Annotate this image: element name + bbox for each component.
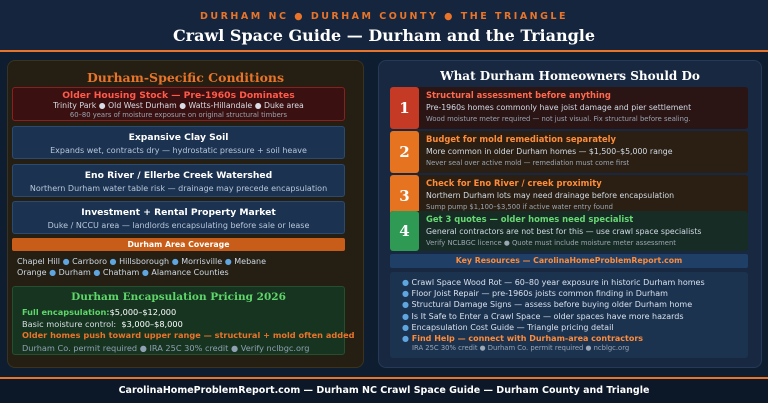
step-detail: Pre-1960s homes commonly have joist damage and pier settlement [426, 103, 692, 112]
coverage-list [17, 256, 347, 278]
coverage-place: Chatham [102, 268, 140, 277]
coverage-place: Alamance Counties [151, 268, 229, 277]
resource-link-floor-joist[interactable]: ● Floor Joist Repair — pre-1960s joists common finding in Durham [402, 289, 668, 299]
step-note: Never seal over active mold — remediation must come first [426, 159, 630, 167]
pricing-basic-value: $3,000–$8,000 [121, 319, 183, 329]
pricing-box [12, 286, 355, 355]
coverage-place: Durham [58, 268, 91, 277]
pricing-basic-label: Basic moisture control: [22, 319, 117, 329]
step-2 [390, 131, 748, 173]
coverage-place: Orange [17, 268, 47, 277]
coverage-place: Hillsborough [119, 257, 170, 266]
coverage-line-1: Chapel Hill ● Carrboro ● Hillsborough ● Morrisville ● Mebane [17, 257, 267, 266]
coverage-place: Morrisville [181, 257, 223, 266]
resources-list [390, 272, 748, 358]
step-heading: Budget for mold remediation separately [426, 134, 616, 144]
resource-link-cost-guide[interactable]: ● Encapsulation Cost Guide — Triangle pricing detail [402, 322, 614, 332]
resource-label: Encapsulation Cost Guide — Triangle pricing detail [411, 322, 614, 332]
resource-label: Structural Damage Signs — assess before buying older Durham home [411, 300, 693, 310]
condition-detail: Expands wet, contracts dry — hydrostatic pressure + soil heave [50, 146, 307, 155]
resource-label: Is It Safe to Enter a Crawl Space — older spaces have more hazards [411, 311, 684, 321]
pricing-title: Durham Encapsulation Pricing 2026 [71, 291, 286, 303]
coverage-title: Durham Area Coverage [12, 238, 345, 251]
coverage-line-2: Orange ● Durham ● Chatham ● Alamance Counties [17, 268, 229, 277]
coverage-place: Carrboro [72, 257, 107, 266]
step-note: Verify NCLBGC licence ● Quote must include moisture meter assessment [426, 239, 676, 247]
page-title: Crawl Space Guide — Durham and the Triangle [172, 26, 596, 45]
resource-link-crawl-safety[interactable]: ● Is It Safe to Enter a Crawl Space — older spaces have more hazards [402, 311, 684, 321]
step-heading: Check for Eno River / creek proximity [426, 178, 602, 188]
step-number: 4 [390, 211, 419, 251]
step-note: Wood moisture meter required — not just visual. Fix structural before sealing. [426, 115, 691, 123]
resources-footnote: IRA 25C 30% credit ● Durham Co. permit required ● ncblgc.org [412, 344, 630, 353]
pricing-full [22, 307, 176, 317]
condition-heading: Investment + Rental Property Market [81, 207, 276, 218]
step-heading: Get 3 quotes — older homes need specialist [426, 214, 634, 224]
header-kicker: DURHAM NC ● DURHAM COUNTY ● THE TRIANGLE [200, 11, 568, 22]
condition-heading: Older Housing Stock — Pre-1960s Dominates [62, 90, 295, 101]
step-detail: Northern Durham lots may need drainage before encapsulation [426, 191, 675, 200]
coverage-place: Mebane [234, 257, 267, 266]
resource-link-structural-damage[interactable]: ● Structural Damage Signs — assess before buying older Durham home [402, 300, 693, 310]
header-banner [0, 0, 768, 52]
condition-detail: Northern Durham water table risk — drainage may precede encapsulation [29, 184, 328, 193]
pricing-basic [22, 319, 183, 329]
step-number: 1 [390, 87, 419, 129]
step-heading: Structural assessment before anything [426, 90, 611, 100]
footer-banner: CarolinaHomeProblemReport.com — Durham NC Crawl Space Guide — Durham County and Triangle [0, 377, 768, 403]
condition-older-housing [12, 87, 345, 121]
step-detail: More common in older Durham homes — $1,500–$5,000 range [426, 147, 673, 156]
condition-investment-market [12, 201, 345, 234]
conditions-panel-title: Durham-Specific Conditions [86, 70, 285, 85]
condition-watershed [12, 164, 345, 197]
step-number: 2 [390, 131, 419, 173]
condition-detail: Trinity Park ● Old West Durham ● Watts-Hillandale ● Duke area [53, 101, 304, 110]
condition-detail: Duke / NCCU area — landlords encapsulating before sale or lease [47, 221, 310, 230]
coverage-place: Chapel Hill [17, 257, 61, 266]
condition-note: 60–80 years of moisture exposure on original structural timbers [69, 111, 288, 119]
find-help-link[interactable]: ● Find Help — connect with Durham-area contractors [402, 334, 644, 344]
find-help-label: Find Help — connect with Durham-area contractors [411, 334, 644, 344]
resource-label: Crawl Space Wood Rot — 60–80 year exposure in historic Durham homes [411, 278, 705, 287]
step-4 [390, 211, 748, 251]
step-note: Sump pump $1,100–$3,500 if active water entry found [426, 203, 613, 211]
step-1 [390, 87, 748, 129]
step-detail: General contractors are not best for this — use crawl space specialists [426, 227, 702, 236]
pricing-note: Older homes push toward upper range — structural + mold often added [22, 330, 355, 340]
resource-link-wood-rot[interactable]: ● Crawl Space Wood Rot — 60–80 year exposure in historic Durham homes [402, 278, 705, 287]
pricing-full-value: $5,000–$12,000 [109, 307, 177, 317]
resources-title: Key Resources — CarolinaHomeProblemReport.com [390, 254, 748, 268]
condition-clay-soil [12, 126, 345, 159]
pricing-footnote: Durham Co. permit required ● IRA 25C 30% credit ● Verify nclbgc.org [22, 343, 310, 353]
actions-panel-title: What Durham Homeowners Should Do [440, 69, 700, 83]
condition-heading: Expansive Clay Soil [128, 132, 229, 143]
pricing-full-label: Full encapsulation: [22, 307, 110, 317]
condition-heading: Eno River / Ellerbe Creek Watershed [84, 170, 273, 181]
resource-label: Floor Joist Repair — pre-1960s joists common finding in Durham [411, 289, 668, 299]
step-number: 3 [390, 175, 419, 217]
